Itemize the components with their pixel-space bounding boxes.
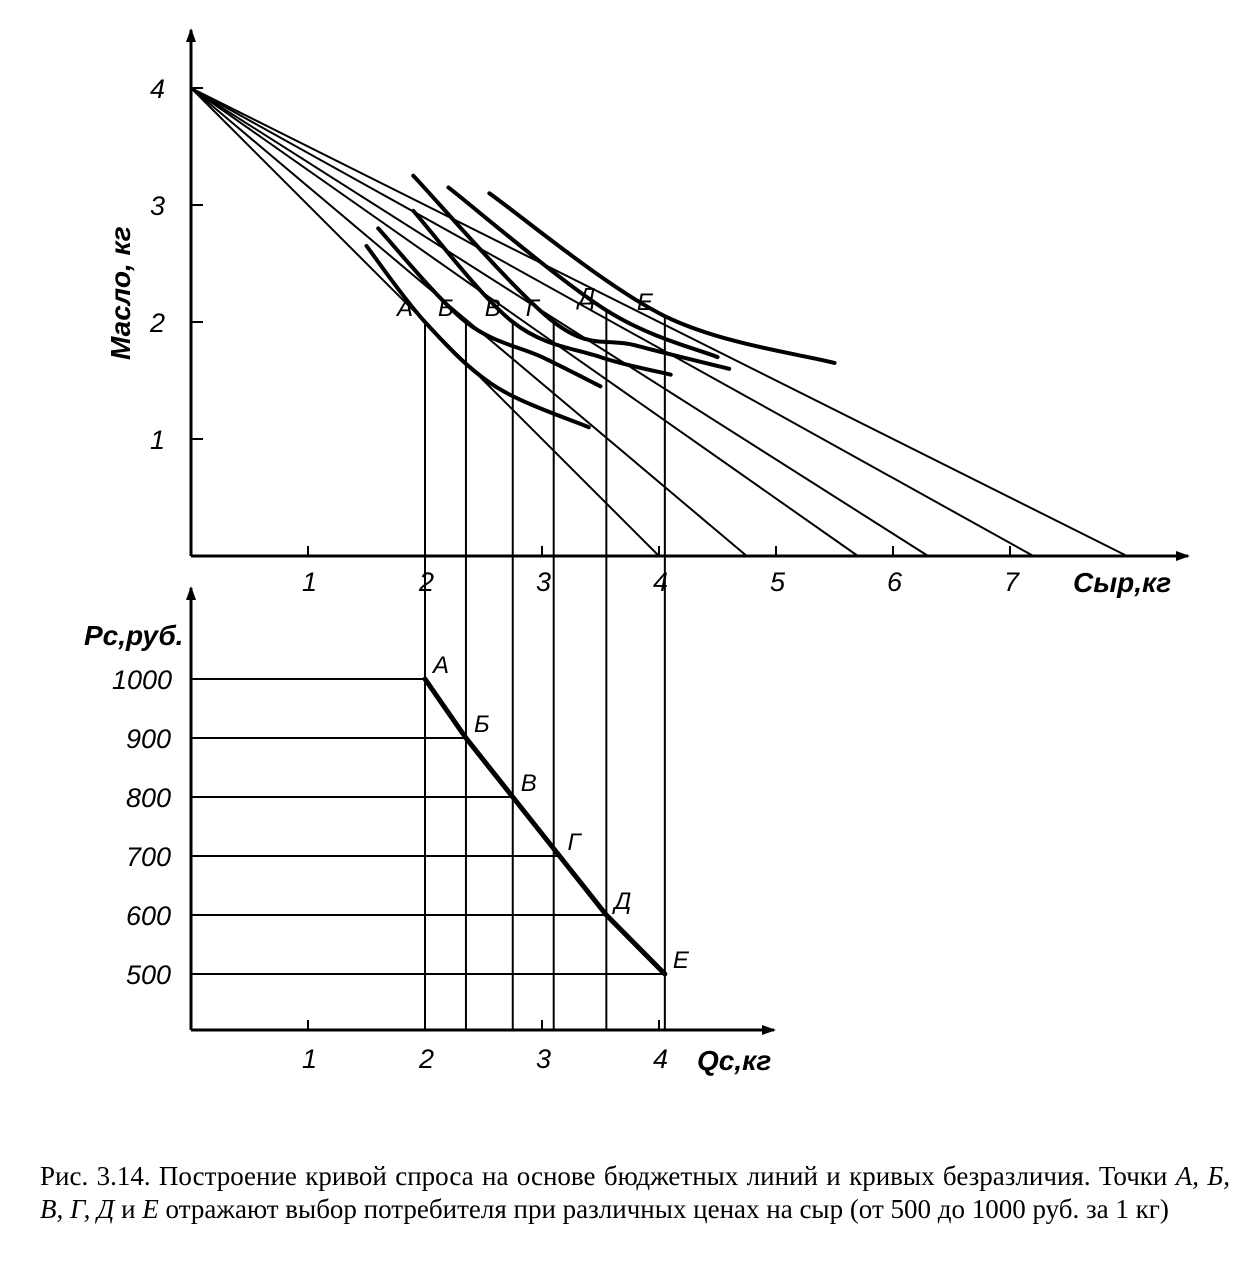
choice-point-label: А xyxy=(397,295,414,322)
budget-line xyxy=(191,88,928,556)
y-tick-label: 600 xyxy=(126,901,172,931)
caption-last-point: Е xyxy=(142,1194,159,1224)
demand-curve xyxy=(425,679,665,974)
y-tick-label: 3 xyxy=(150,191,166,221)
y-tick-label: 700 xyxy=(126,842,172,872)
y-tick-label: 800 xyxy=(126,783,172,813)
choice-point-label: Б xyxy=(437,295,454,322)
budget-line xyxy=(191,88,1127,556)
x-tick-label: 5 xyxy=(770,567,786,597)
x-tick-label: 2 xyxy=(419,1044,435,1074)
x-tick-label: 1 xyxy=(302,1044,318,1074)
caption-and: и xyxy=(114,1194,143,1224)
y-tick-label: 900 xyxy=(126,724,172,754)
choice-point-label: Е xyxy=(636,289,653,317)
x-tick-label: 2 xyxy=(419,567,435,597)
x-axis-label: Qc,кг xyxy=(697,1045,772,1076)
y-tick-label: 1000 xyxy=(112,665,173,695)
demand-point-label: Е xyxy=(672,947,689,974)
y-tick-label: 4 xyxy=(150,74,166,104)
figure-caption xyxy=(40,1160,1230,1226)
demand-point-label: Д xyxy=(614,888,632,915)
demand-point-label: Г xyxy=(567,829,581,856)
indifference-curve xyxy=(413,176,729,369)
y-axis-label: Pс,руб. xyxy=(84,620,184,651)
y-tick-label: 500 xyxy=(126,960,172,990)
demand-point-label: А xyxy=(433,652,450,679)
x-tick-label: 4 xyxy=(653,567,669,597)
y-tick-label: 1 xyxy=(150,425,166,455)
x-tick-label: 3 xyxy=(536,567,552,597)
choice-point-label: Г xyxy=(525,295,539,322)
x-tick-label: 7 xyxy=(1004,567,1020,597)
budget-line xyxy=(191,88,1033,556)
y-axis-label: Масло, кг xyxy=(105,226,136,360)
caption-suffix: отражают выбор потребителя при различных ценах на сыр (от 500 до 1000 руб. за 1 кг) xyxy=(158,1194,1169,1224)
choice-point-label: Д xyxy=(578,283,596,311)
budget-line xyxy=(191,88,858,556)
bottom-chart xyxy=(84,588,774,1076)
x-tick-label: 1 xyxy=(302,567,318,597)
x-axis-label: Сыр,кг xyxy=(1073,567,1172,598)
x-tick-label: 4 xyxy=(653,1044,669,1074)
x-tick-label: 6 xyxy=(887,567,903,597)
x-tick-label: 3 xyxy=(536,1044,552,1074)
caption-points: А, Б, В, Г, Д xyxy=(40,1161,1231,1224)
caption-prefix: Рис. 3.14. Построение кривой спроса на основе бюджетных линий и кривых безразличия. Точки xyxy=(40,1161,1176,1191)
choice-point-label: В xyxy=(484,295,501,322)
demand-point-label: В xyxy=(520,770,537,797)
demand-point-label: Б xyxy=(473,711,490,738)
y-tick-label: 2 xyxy=(150,308,166,338)
top-chart xyxy=(105,30,1188,1030)
